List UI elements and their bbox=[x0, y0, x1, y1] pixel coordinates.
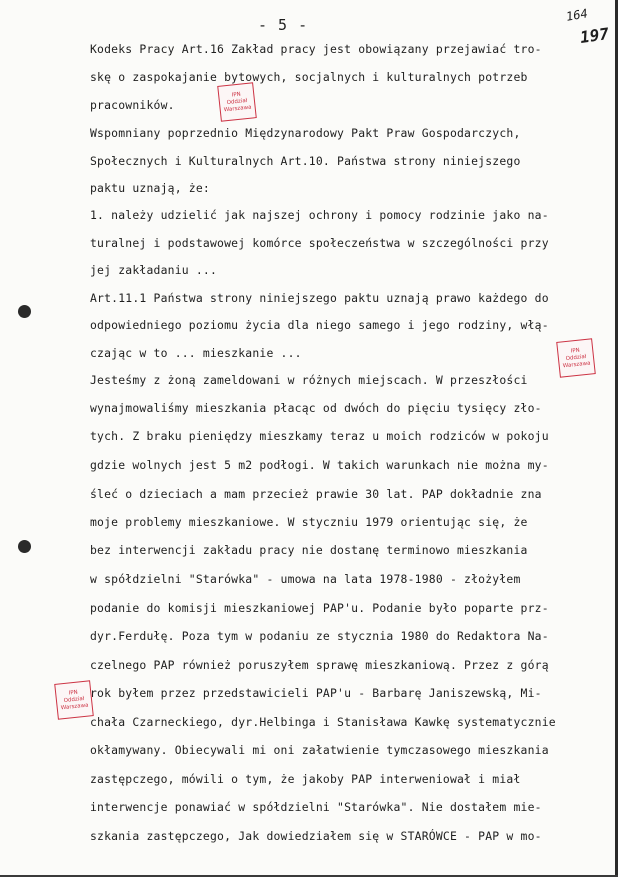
text-line: Społecznych i Kulturalnych Art.10. Państwa strony niniejszego bbox=[90, 154, 521, 168]
text-line: Jesteśmy z żoną zameldowani w różnych miejscach. W przeszłości bbox=[90, 373, 528, 387]
text-line: w spółdzielni "Starówka" - umowa na lata 1978-1980 - złożyłem bbox=[90, 572, 521, 586]
punch-hole-top bbox=[18, 305, 31, 318]
text-line: rok byłem przez przedstawicieli PAP'u - Barbarę Janiszewską, Mi- bbox=[90, 686, 542, 700]
stamp-line: Warszawa bbox=[60, 702, 89, 711]
stamp-line: IPN bbox=[231, 91, 242, 98]
text-line: śleć o dzieciach a mam przecież prawie 30 lat. PAP dokładnie zna bbox=[90, 487, 542, 501]
text-line: okłamywany. Obiecywali mi oni załatwienie tymczasowego mieszkania bbox=[90, 743, 549, 757]
stamp-line: IPN bbox=[570, 347, 581, 354]
text-line: turalnej i podstawowej komórce społeczeństwa w szczególności przy bbox=[90, 236, 549, 250]
text-line: zastępczego, mówili o tym, że jakoby PAP interweniował i miał bbox=[90, 772, 521, 786]
text-line: szkania zastępczego, Jak dowiedziałem się w STARÓWCE - PAP w mo- bbox=[90, 829, 542, 843]
folio-old-handwritten: 164 bbox=[564, 6, 589, 24]
text-line: paktu uznają, że: bbox=[90, 181, 210, 195]
stamp-line: IPN bbox=[68, 689, 79, 696]
punch-hole-bottom bbox=[18, 540, 31, 553]
text-line: jej zakładaniu ... bbox=[90, 263, 218, 277]
page-number: - 5 - bbox=[258, 16, 309, 34]
stamp-line: Warszawa bbox=[562, 360, 591, 369]
text-line: dyr.Ferdułę. Poza tym w podaniu ze stycznia 1980 do Redaktora Na- bbox=[90, 629, 549, 643]
text-line: tych. Z braku pieniędzy mieszkamy teraz u moich rodziców w pokoju bbox=[90, 429, 549, 443]
text-line: odpowiedniego poziomu życia dla niego samego i jego rodziny, włą- bbox=[90, 318, 549, 332]
text-line: czając w to ... mieszkanie ... bbox=[90, 346, 302, 360]
archive-stamp bbox=[556, 338, 596, 378]
stamp-line: Oddział bbox=[63, 695, 85, 704]
text-line: interwencje ponawiać w spółdzielni "Starówka". Nie dostałem mie- bbox=[90, 800, 542, 814]
text-line: podanie do komisji mieszkaniowej PAP'u. Podanie było poparte prz- bbox=[90, 601, 549, 615]
text-line: skę o zaspokajanie bytowych, socjalnych i kulturalnych potrzeb bbox=[90, 70, 528, 84]
text-line: 1. należy udzielić jak najszej ochrony i pomocy rodzinie jako na- bbox=[90, 208, 549, 222]
text-line: gdzie wolnych jest 5 m2 podłogi. W takich warunkach nie można my- bbox=[90, 458, 549, 472]
text-line: Wspomniany poprzednio Międzynarodowy Pakt Praw Gospodarczych, bbox=[90, 126, 521, 140]
stamp-line: Oddział bbox=[226, 97, 248, 106]
text-line: Art.11.1 Państwa strony niniejszego paktu uznają prawo każdego do bbox=[90, 291, 549, 305]
text-line: wynajmowaliśmy mieszkania płacąc od dwóch do pięciu tysięcy zło- bbox=[90, 401, 542, 415]
archive-stamp bbox=[54, 680, 94, 720]
stamp-line: Oddział bbox=[565, 353, 587, 362]
text-line: czelnego PAP również poruszyłem sprawę mieszkaniową. Przez z górą bbox=[90, 658, 549, 672]
archive-stamp bbox=[217, 82, 257, 122]
stamp-line: Warszawa bbox=[223, 104, 252, 113]
folio-handwritten: 197 bbox=[578, 24, 611, 47]
text-line: bez interwencji zakładu pracy nie dostanę terminowo mieszkania bbox=[90, 543, 528, 557]
text-line: chała Czarneckiego, dyr.Helbinga i Stanisława Kawkę systematycznie bbox=[90, 715, 556, 729]
text-line: Kodeks Pracy Art.16 Zakład pracy jest obowiązany przejawiać tro- bbox=[90, 42, 542, 56]
text-line: moje problemy mieszkaniowe. W styczniu 1979 orientując się, że bbox=[90, 515, 528, 529]
text-line: pracowników. bbox=[90, 98, 175, 112]
